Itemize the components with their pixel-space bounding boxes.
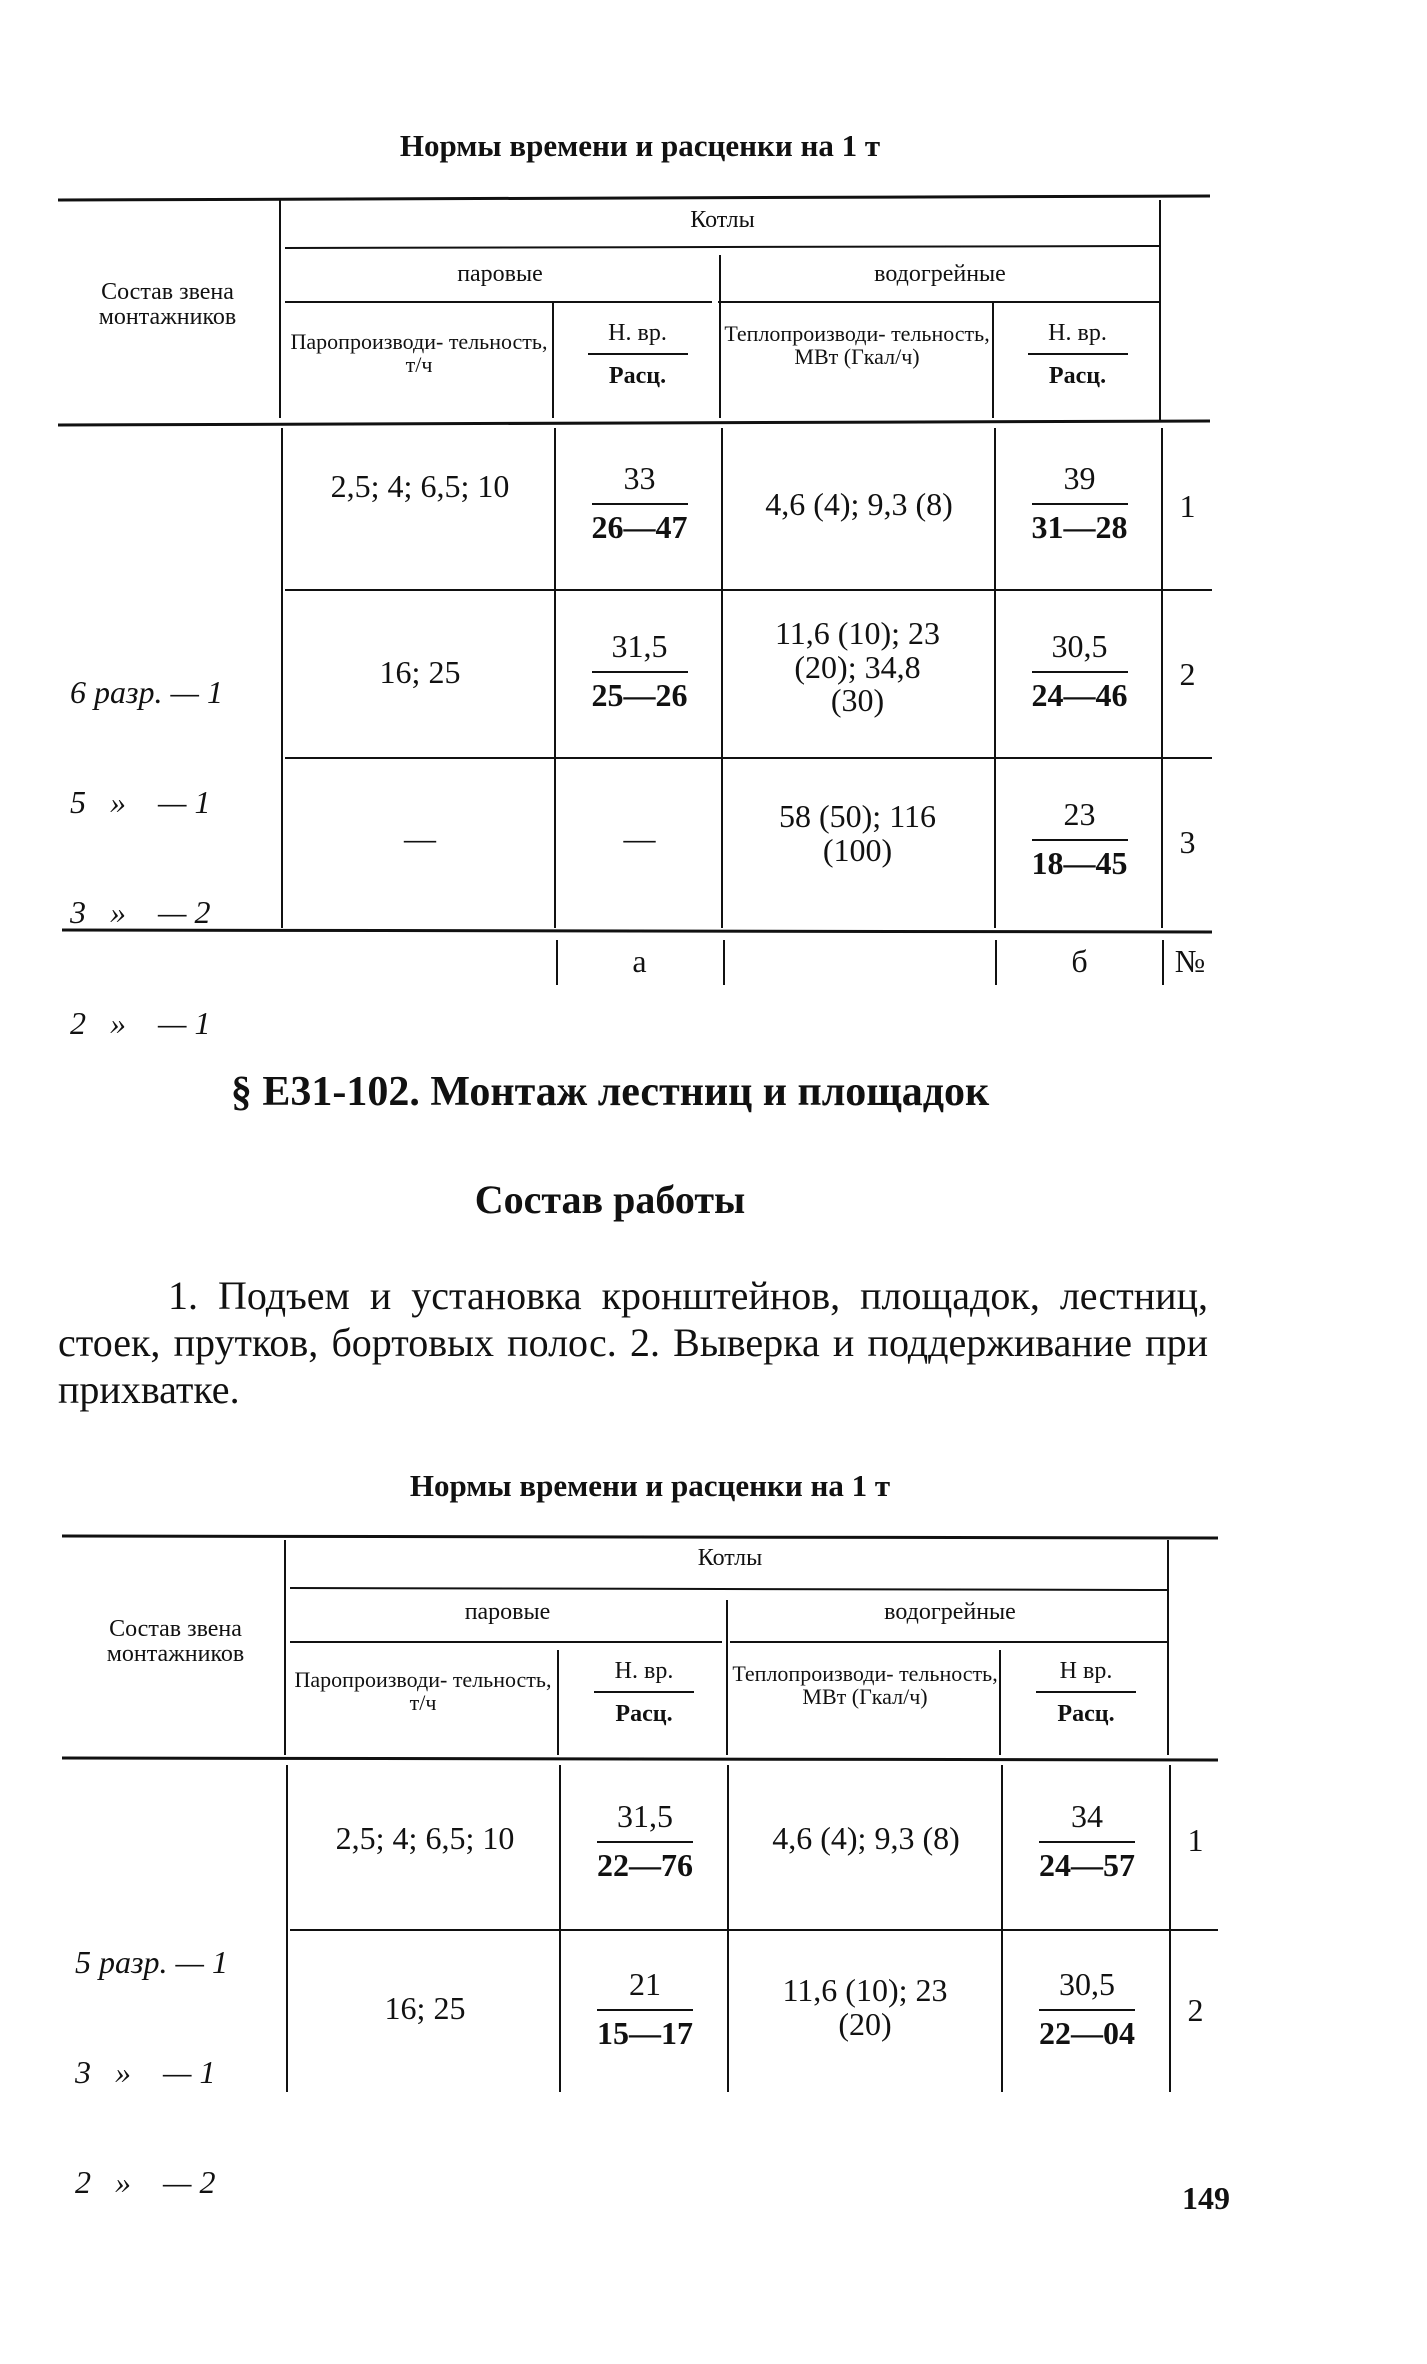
- steam-norm-rate-cell: [557, 628, 722, 714]
- steam-norm-rate-cell: [562, 1966, 728, 2052]
- crew-composition: [70, 600, 223, 1078]
- table2-caption: Нормы времени и расценки на 1 т: [409, 1468, 891, 1503]
- norm-value: 30,5: [1039, 1966, 1135, 2011]
- heat-capacity-cell: 4,6 (4); 9,3 (8): [765, 486, 953, 522]
- rate-value: 26—47: [591, 509, 688, 545]
- rate-label: Расц.: [615, 1701, 673, 1727]
- row-number: 1: [1179, 488, 1196, 524]
- norm-value: 31,5: [597, 1798, 693, 1843]
- row-number: 3: [1179, 824, 1196, 860]
- steam-norm-rate-cell: —: [623, 820, 656, 856]
- crew-line: 5 » — 1: [70, 783, 211, 820]
- column-letter-b: б: [1071, 943, 1088, 979]
- rate-label: Расц.: [608, 363, 667, 389]
- steam-capacity-cell: 16; 25: [384, 1990, 466, 2026]
- heat-capacity-header: Теплопроизводи- тельность, МВт (Гкал/ч): [732, 1661, 998, 1710]
- norm-label: Н вр.: [1036, 1658, 1136, 1693]
- boilers-group-header: Котлы: [690, 207, 755, 233]
- heat-capacity-cell: 11,6 (10); 23 (20): [782, 1972, 948, 2042]
- row-number: 1: [1187, 1822, 1204, 1858]
- hw-norm-rate-cell: [997, 796, 1162, 882]
- crew-line: 5 разр. — 1: [75, 1943, 228, 1980]
- norm-value: 21: [597, 1966, 693, 2011]
- steam-capacity-header: Паропроизводи- тельность, т/ч: [290, 329, 548, 378]
- rate-value: 25—26: [591, 677, 688, 713]
- section-subtitle: Состав работы: [474, 1177, 746, 1222]
- heat-capacity-cell: 4,6 (4); 9,3 (8): [772, 1820, 960, 1856]
- crew-column-header: Состав звена монтажников: [98, 279, 237, 331]
- hw-norm-rate-cell: [1004, 1798, 1170, 1884]
- steam-capacity-header: Паропроизводи- тельность, т/ч: [294, 1667, 552, 1716]
- steam-capacity-cell: —: [404, 820, 436, 856]
- crew-line: 3 » — 1: [75, 2053, 216, 2090]
- heat-capacity-cell: 11,6 (10); 23 (20); 34,8 (30): [774, 615, 940, 719]
- work-description: 1. Подъем и установка кронштейнов, площадок, лестниц, стоек, прутков, бортовых полос. 2. Выверка и поддерживание при прихватке.: [58, 1273, 1208, 1412]
- steam-norm-rate-cell: [562, 1798, 728, 1884]
- rate-value: 31—28: [1031, 509, 1128, 545]
- steam-boilers-header: паровые: [457, 261, 543, 287]
- hw-norm-header: [1002, 1658, 1170, 1728]
- row-number: 2: [1179, 656, 1196, 692]
- hot-water-boilers-header: водогрейные: [884, 1599, 1016, 1625]
- norm-value: 30,5: [1032, 628, 1128, 673]
- column-letter-a: а: [632, 943, 647, 979]
- rate-value: 18—45: [1031, 845, 1128, 881]
- heat-capacity-header: Теплопроизводи- тельность, МВт (Гкал/ч): [724, 321, 990, 370]
- crew-line: 2 » — 1: [70, 1004, 211, 1041]
- hw-norm-rate-cell: [1004, 1966, 1170, 2052]
- heat-capacity-cell: 58 (50); 116 (100): [778, 798, 936, 868]
- steam-capacity-cell: 2,5; 4; 6,5; 10: [330, 468, 510, 504]
- steam-boilers-header: паровые: [464, 1599, 551, 1625]
- table1-caption: Нормы времени и расценки на 1 т: [399, 128, 881, 163]
- norm-label: Н. вр.: [594, 1658, 694, 1693]
- hw-norm-rate-cell: [997, 628, 1162, 714]
- hw-norm-header: [995, 320, 1160, 390]
- hot-water-boilers-header: водогрейные: [874, 261, 1006, 287]
- crew-composition: [75, 1870, 228, 2238]
- page-number: 149: [1182, 2180, 1230, 2216]
- crew-line: 3 » — 2: [70, 894, 211, 931]
- norm-value: 39: [1032, 460, 1128, 505]
- row-number: 2: [1187, 1992, 1204, 2028]
- crew-line: 6 разр. — 1: [70, 673, 223, 710]
- norm-value: 31,5: [592, 628, 688, 673]
- rate-label: Расц.: [1048, 363, 1107, 389]
- rate-value: 15—17: [597, 2015, 693, 2051]
- norm-value: 34: [1039, 1798, 1135, 1843]
- steam-capacity-cell: 2,5; 4; 6,5; 10: [335, 1820, 515, 1856]
- rate-value: 24—46: [1031, 677, 1128, 713]
- rate-value: 22—76: [597, 1847, 693, 1883]
- rate-value: 22—04: [1039, 2015, 1135, 2051]
- row-number-symbol: №: [1174, 943, 1206, 979]
- steam-norm-header: [555, 320, 720, 390]
- rate-value: 24—57: [1039, 1847, 1135, 1883]
- norm-label: Н. вр.: [588, 320, 688, 355]
- boilers-group-header: Котлы: [697, 1545, 763, 1571]
- rate-label: Расц.: [1057, 1701, 1115, 1727]
- norm-value: 33: [592, 460, 688, 505]
- norm-label: Н. вр.: [1028, 320, 1128, 355]
- section-title: § Е31-102. Монтаж лестниц и площадок: [230, 1069, 990, 1115]
- crew-column-header: Состав звена монтажников: [106, 1616, 245, 1668]
- crew-line: 2 » — 2: [75, 2164, 216, 2201]
- hw-norm-rate-cell: [997, 460, 1162, 546]
- steam-norm-header: [560, 1658, 728, 1728]
- norm-value: 23: [1032, 796, 1128, 841]
- steam-capacity-cell: 16; 25: [379, 654, 461, 690]
- steam-norm-rate-cell: [557, 460, 722, 546]
